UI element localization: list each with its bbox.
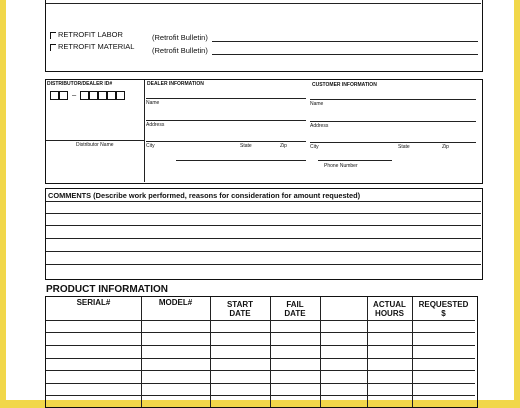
dealer-city-line[interactable] (146, 141, 306, 142)
col-divider-3 (270, 297, 271, 407)
customer-city-label: City (310, 144, 319, 150)
comment-line-5[interactable] (46, 251, 481, 252)
customer-state-label: State (398, 144, 410, 150)
product-table (45, 296, 478, 408)
retrofit-top-divider (46, 3, 481, 4)
col-requested (412, 297, 475, 320)
comment-line-6[interactable] (46, 264, 481, 265)
col-actual-label-2: HOURS (375, 308, 404, 318)
dealer-address-line[interactable] (146, 120, 306, 121)
id-digit-2[interactable] (59, 91, 68, 100)
dealer-name-label: Name (146, 100, 160, 106)
table-row[interactable] (46, 320, 475, 321)
id-dash: – (72, 90, 77, 99)
col-serial-label: SERIAL# (76, 298, 111, 307)
dealer-header: DEALER INFORMATION (147, 81, 204, 87)
dealer-state-label: State (240, 143, 252, 149)
col-model-label: MODEL# (158, 298, 193, 307)
form-page (6, 0, 514, 400)
retrofit-bulletin-label-1: (Retrofit Bulletin) (152, 33, 208, 42)
table-row[interactable] (46, 358, 475, 359)
col-start-label-1: START (226, 299, 254, 309)
comment-line-1[interactable] (46, 201, 481, 202)
customer-address-label: Address (310, 123, 329, 129)
dealer-zip-label: Zip (280, 143, 287, 149)
table-row[interactable] (46, 370, 475, 371)
id-digit-4[interactable] (89, 91, 98, 100)
retrofit-material-line[interactable] (212, 54, 478, 55)
comment-line-4[interactable] (46, 238, 481, 239)
col-divider-2 (210, 297, 211, 407)
customer-address-line[interactable] (310, 121, 476, 122)
customer-phone-line[interactable] (318, 160, 392, 161)
table-row[interactable] (46, 345, 475, 346)
customer-header: CUSTOMER INFORMATION (312, 82, 377, 88)
id-digit-7[interactable] (116, 91, 125, 100)
col-fail-label-1: FAIL (286, 299, 304, 309)
id-digit-6[interactable] (107, 91, 116, 100)
dealer-name-line[interactable] (146, 98, 306, 99)
col-fail-date (270, 297, 320, 320)
distributor-name-line[interactable] (46, 140, 144, 141)
retrofit-labor-line[interactable] (212, 41, 478, 42)
col-model (141, 297, 210, 321)
dealer-extra-line[interactable] (176, 160, 306, 161)
customer-name-line[interactable] (310, 99, 476, 100)
retrofit-labor-label: RETROFIT LABOR (58, 30, 123, 39)
customer-city-line[interactable] (310, 142, 476, 143)
id-digit-3[interactable] (80, 91, 89, 100)
retrofit-bulletin-label-2: (Retrofit Bulletin) (152, 46, 208, 55)
distributor-id-field[interactable] (50, 91, 130, 101)
col-fail-label-2: DATE (284, 308, 306, 318)
comment-line-2[interactable] (46, 213, 481, 214)
col-requested-label-2: $ (441, 308, 446, 318)
col-divider-1 (141, 297, 142, 407)
distributor-name-label: Distributor Name (76, 142, 114, 148)
customer-phone-label: Phone Number (324, 163, 358, 169)
col-actual-hours (367, 297, 412, 320)
col-start-date (210, 297, 270, 320)
col-serial (46, 297, 141, 321)
table-row[interactable] (46, 383, 475, 384)
distributor-divider (144, 80, 145, 182)
col-requested-label-1: REQUESTED (418, 299, 469, 309)
id-digit-1[interactable] (50, 91, 59, 100)
retrofit-labor-checkbox[interactable] (50, 32, 56, 39)
comment-line-3[interactable] (46, 225, 481, 226)
col-divider-6 (412, 297, 413, 407)
retrofit-material-label: RETROFIT MATERIAL (58, 42, 135, 51)
customer-zip-label: Zip (442, 144, 449, 150)
comments-header: COMMENTS (Describe work performed, reasons for consideration for amount requested) (48, 191, 361, 200)
retrofit-material-checkbox[interactable] (50, 44, 56, 51)
table-row[interactable] (46, 332, 475, 333)
id-digit-5[interactable] (98, 91, 107, 100)
col-divider-5 (367, 297, 368, 407)
col-divider-4 (320, 297, 321, 407)
table-row[interactable] (46, 395, 475, 396)
product-title: PRODUCT INFORMATION (46, 284, 169, 295)
dealer-address-label: Address (146, 122, 165, 128)
dealer-city-label: City (146, 143, 155, 149)
col-actual-label-1: ACTUAL (373, 299, 406, 309)
customer-name-label: Name (310, 101, 324, 107)
col-start-label-2: DATE (229, 308, 251, 318)
distributor-header: DISTRIBUTOR/DEALER ID# (47, 81, 113, 87)
col-blank (320, 297, 367, 320)
